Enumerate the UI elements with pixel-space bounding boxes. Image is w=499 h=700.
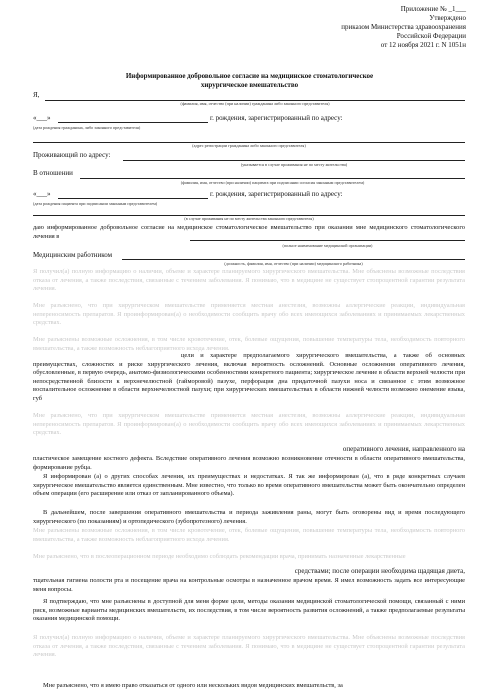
- consent-statement: даю информированное добровольное согласие на медицинское стоматологическое вмешательство при оказании мне медицинского стоматологического лечения в: [33, 224, 465, 240]
- approved-label: Утверждено: [429, 14, 466, 22]
- patient-birth-field[interactable]: [58, 198, 208, 199]
- paragraph-surgery: пластическое замещение костного дефекта. Вследствие оперативного лечения возможно возникновение отечности в области оперативного вмешательства, формирование рубца.: [33, 455, 465, 471]
- birth-reg-label: г. рождения, зарегистрированный по адресу:: [210, 114, 343, 122]
- residing-field[interactable]: [123, 160, 465, 161]
- birth-date-field[interactable]: [58, 122, 208, 123]
- faint-paragraph-1: Я получил(а) полную информацию о наличии, объеме и характере планируемого хирургического вмешательства. Мне объяснены возможные последствия отказа от лечения, а также последствия, связанные с течением заболевания. Я понимаю, что в медицине не существует стопроцентной гарантии результата лечения.: [33, 268, 465, 293]
- faint-paragraph-5: Мне разъяснены возможные осложнения, в том числе кровотечение, отек, болевые ощущения, повышение температуры тела, необходимость повторного вмешательства, а также возможность неблагоприятного исхода лечения.: [33, 527, 465, 543]
- faint-paragraph-4: Мне разъяснено, что при хирургическом вмешательстве применяется местная анестезия, возможны аллергические реакции, индивидуальная непереносимость препаратов. Я проинформирован(а) о необходимости сообщить врачу обо всех имеющихся заболеваниях и принимаемых лекарственных средствах.: [33, 412, 465, 437]
- faint-paragraph-3: Мне разъяснены возможные осложнения, в том числе кровотечение, отек, болевые ощущения, повышение температуры тела, необходимость повторного вмешательства, а также возможность неблагоприятного исхода лечения.: [33, 336, 465, 352]
- order-line-1: приказом Министерства здравоохранения: [341, 23, 466, 31]
- reg-address-hint: (адрес регистрации гражданина либо законного представителя): [192, 143, 306, 148]
- residing-label: Проживающий по адресу:: [33, 151, 111, 159]
- patient-fio-hint: (фамилия, имя, отчество (при наличии) пациента при подписании согласия законным представителем): [180, 180, 365, 185]
- paragraph-refusal: Мне разъяснено, что я имею право отказаться от одного или нескольких видов медицинских вмешательств, за: [33, 682, 465, 691]
- regarding-label: В отношении: [33, 169, 73, 177]
- appendix-number: Приложение № _1___: [400, 5, 466, 13]
- worker-field[interactable]: [122, 259, 465, 260]
- paragraph-diet-tail: средствами; после операции необходима щадящая диета,: [294, 567, 465, 575]
- paragraph-purpose: цели и характере предполагаемого хирургического вмешательства, а также об основных преимуществах, сложностях и риске хирургического лечения, включая вероятность осложнений. Основные осложнения оперативного лечения, обусловленные, в первую очередь, анатомо-физиологическими особенностями конкретного пациента; хирургическое лечение в области верхней челюсти при непосредственной близости к верхнечелюстной (гайморовой) пазухе, перфорация дна придаточной пазухи носа и связанное с этим возможное воспалительное осложнение в области верхнечелюстной пазухи; при хирургических вмешательствах в области нижней челюсти возможно онемение языка, губ: [33, 352, 465, 402]
- org-name-field[interactable]: [190, 240, 465, 241]
- document-title-line-2: хирургическое вмешательство: [200, 81, 299, 89]
- worker-hint: (должность, фамилия, имя, отчество (при наличии) медицинского работника): [224, 261, 363, 266]
- org-name-hint: (полное наименование медицинской организации): [282, 243, 373, 248]
- patient-birth-day[interactable]: «___»: [33, 190, 51, 198]
- worker-label: Медицинским работником: [33, 251, 113, 259]
- paragraph-alternatives: Я информирован (а) о других способах лечения, их преимуществах и недостатках. Я так же информирован (а), что в ряде конкретных случаев хирургическое вмешательство является единственным. Мне известно, что только во время оперативного вмешательства может быть окончательно определен объем операции (его расширение или отказ от запланированного объема).: [33, 473, 465, 498]
- fio-rep-hint: (фамилия, имя, отчество (при наличии) гражданина либо законного представителя): [180, 101, 330, 106]
- patient-fio-field[interactable]: [80, 178, 465, 179]
- order-line-3: от 12 ноября 2021 г. N 1051н: [380, 41, 466, 49]
- residing-hint: (указывается в случае проживания не по месту жительства): [240, 162, 348, 167]
- paragraph-confirmation: Я подтверждаю, что мне разъяснены в доступной для меня форме цели, методы оказания медицинской стоматологической помощи, связанный с ними риск, возможные варианты медицинских вмешательств, их последствия, в том числе вероятность развития осложнений, а также предполагаемые результаты оказания медицинской помощи.: [33, 598, 465, 623]
- paragraph-hygiene: тщательная гигиена полости рта и посещение врача на контрольные осмотры в назначенное врачом время. Я имел возможность задать все интересующие меня вопросы.: [33, 577, 465, 593]
- birth-date-day[interactable]: «___»: [33, 114, 51, 122]
- faint-paragraph-6: Мне разъяснено, что в послеоперационном периоде необходимо соблюдать рекомендации врача, принимать назначенные лекарственные: [33, 553, 406, 560]
- ya-label: Я,: [33, 91, 40, 99]
- patient-birth-hint: (дата рождения пациента при подписании законным представителем): [33, 201, 158, 206]
- paragraph-surgery-tail: оперативного лечения, направленного на: [342, 445, 465, 453]
- paragraph-followup: В дальнейшем, после завершения оперативного вмешательства и периода заживления раны, могут быть оговорены вид и время последующего хирургического (по показаниям) и ортопедического (зубопротезного) лечения.: [33, 509, 465, 525]
- faint-paragraph-7: Я получил(а) полную информацию о наличии, объеме и характере планируемого хирургического вмешательства. Мне объяснены возможные последствия отказа от лечения, а также последствия, связанные с течением заболевания. Я понимаю, что в медицине не существует стопроцентной гарантии результата лечения.: [33, 634, 465, 659]
- residence-rep-hint: (в случае проживания не по месту жительства законного представителя): [184, 216, 314, 221]
- patient-birth-reg-label: г. рождения, зарегистрированный по адресу:: [210, 190, 343, 198]
- order-line-2: Российской Федерации: [396, 32, 466, 40]
- faint-paragraph-2: Мне разъяснено, что при хирургическом вмешательстве применяется местная анестезия, возможны аллергические реакции, индивидуальная непереносимость препаратов. Я проинформирован(а) о необходимости сообщить врачу обо всех имеющихся заболеваниях и принимаемых лекарственных средствах.: [33, 302, 465, 327]
- document-title-line-1: Информированное добровольное согласие на медицинское стоматологическое: [125, 72, 374, 80]
- birth-rep-hint: (дата рождения гражданина, либо законного представителя): [33, 125, 141, 130]
